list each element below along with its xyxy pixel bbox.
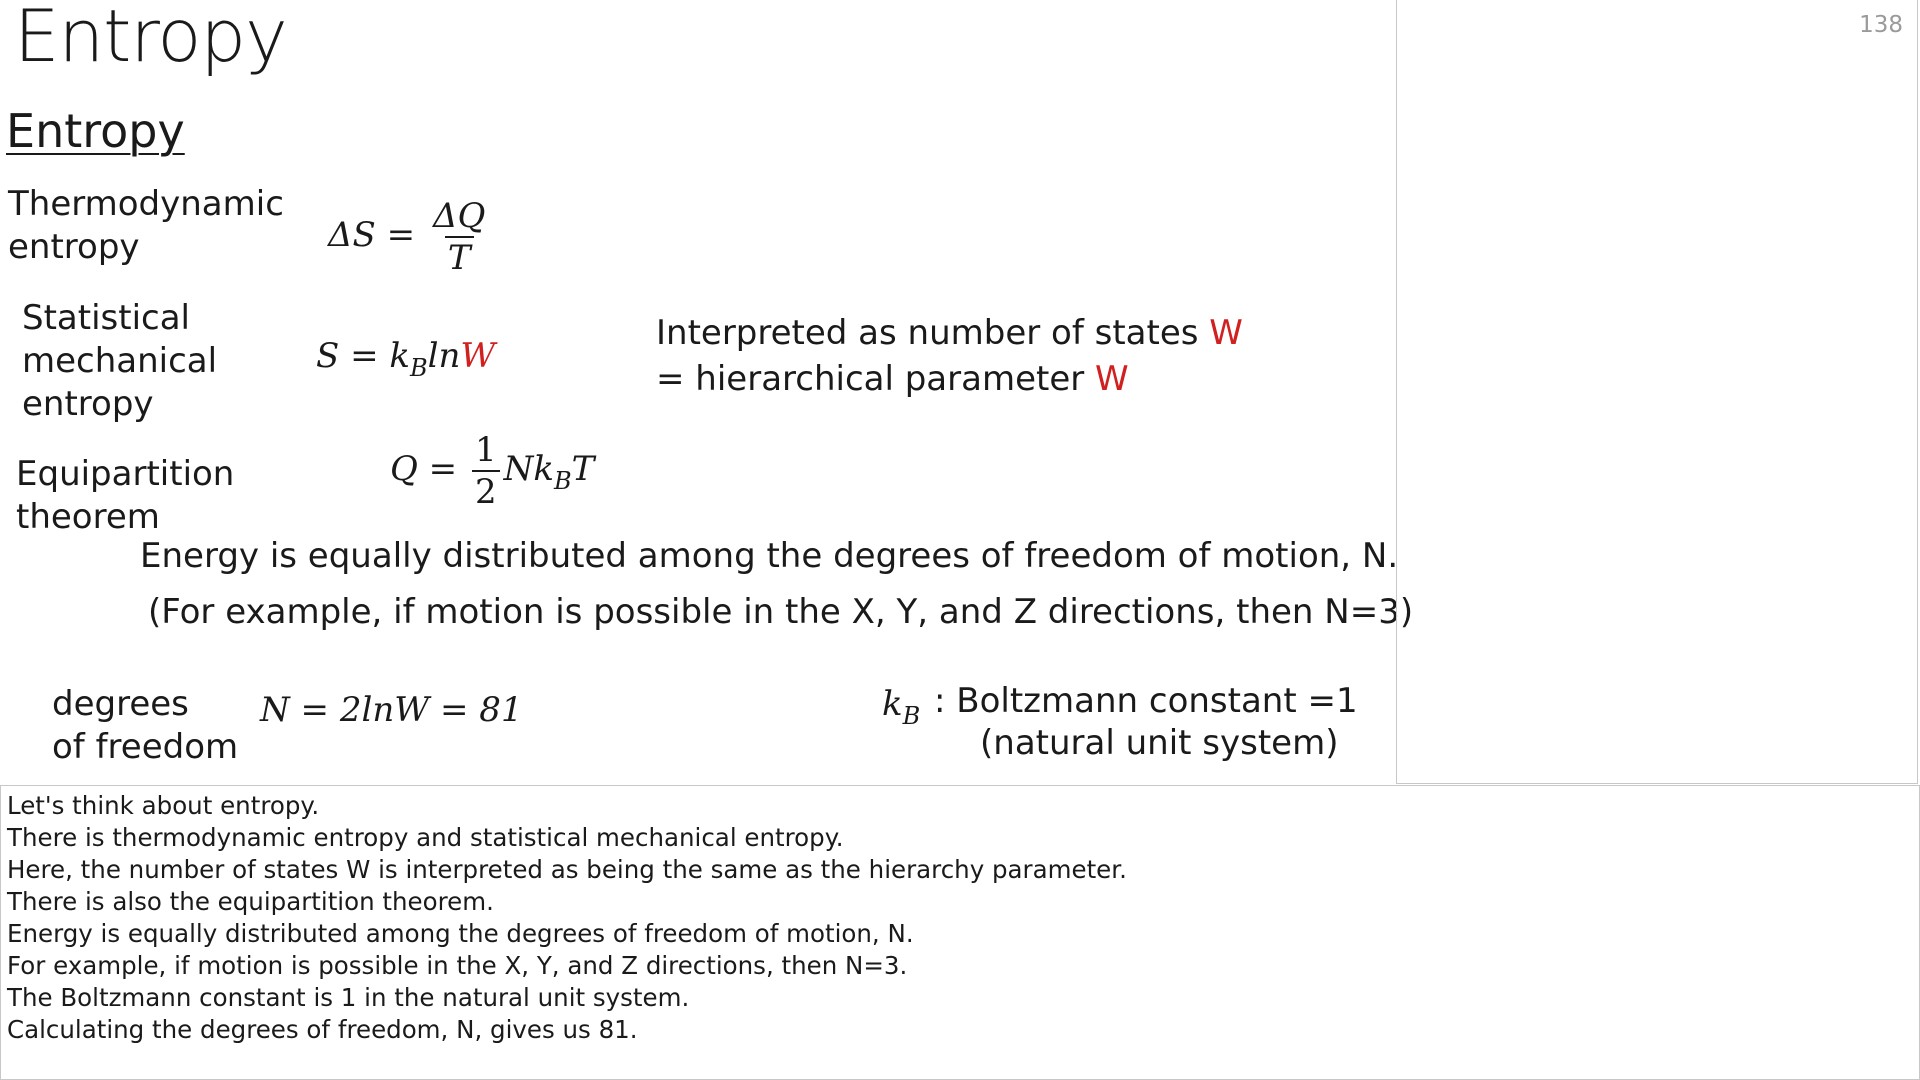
equipartition-label: Equipartition theorem — [16, 454, 235, 537]
one-half-fraction: $\frac{1}{2}$ — [472, 430, 500, 512]
interpretation-note: Interpreted as number of states W = hierarchical parameter W — [656, 313, 1243, 399]
thermo-entropy-equation: ΔS = $\frac{\Delta Q}{T}$ — [328, 196, 492, 278]
speaker-notes-pane[interactable] — [0, 785, 1920, 1080]
equipartition-example: (For example, if motion is possible in the X, Y, and Z directions, then N=3) — [148, 592, 1414, 632]
notes-line: For example, if motion is possible in the X, Y, and Z directions, then N=3. — [7, 951, 908, 980]
natural-unit-system-note: (natural unit system) — [980, 723, 1339, 763]
delta-q-over-t-fraction: $\frac{\Delta Q}{T}$ — [432, 196, 486, 278]
degrees-of-freedom-equation: N = 2lnW = 81 — [260, 690, 523, 730]
notes-line: Here, the number of states W is interpreted as being the same as the hierarchy parameter. — [7, 855, 1127, 884]
page-number: 138 — [1859, 12, 1903, 38]
notes-line: The Boltzmann constant is 1 in the natural unit system. — [7, 983, 690, 1012]
statistical-entropy-label: Statistical mechanical entropy — [22, 298, 218, 424]
degrees-of-freedom-label: degrees of freedom — [52, 684, 239, 767]
notes-line: There is thermodynamic entropy and statistical mechanical entropy. — [7, 823, 844, 852]
statistical-entropy-equation: $S = k_B\ln W$ — [316, 336, 496, 382]
notes-line: Let's think about entropy. — [7, 791, 320, 820]
section-heading: Entropy — [6, 104, 185, 158]
equipartition-equation: Q = $\frac{1}{2}$ $Nk_BT$ — [390, 430, 595, 512]
boltzmann-constant-note: : Boltzmann constant =1 — [934, 681, 1358, 721]
notes-line: Energy is equally distributed among the degrees of freedom of motion, N. — [7, 919, 914, 948]
boltzmann-symbol: $k_B$ — [882, 684, 921, 730]
notes-line: Calculating the degrees of freedom, N, gives us 81. — [7, 1015, 638, 1044]
equipartition-statement: Energy is equally distributed among the degrees of freedom of motion, N. — [140, 536, 1399, 576]
thermo-entropy-label: Thermodynamic entropy — [8, 184, 284, 267]
slide-title: Entropy — [14, 0, 287, 78]
slide-thumbnail-panel[interactable] — [1396, 0, 1918, 784]
notes-line: There is also the equipartition theorem. — [7, 887, 494, 916]
